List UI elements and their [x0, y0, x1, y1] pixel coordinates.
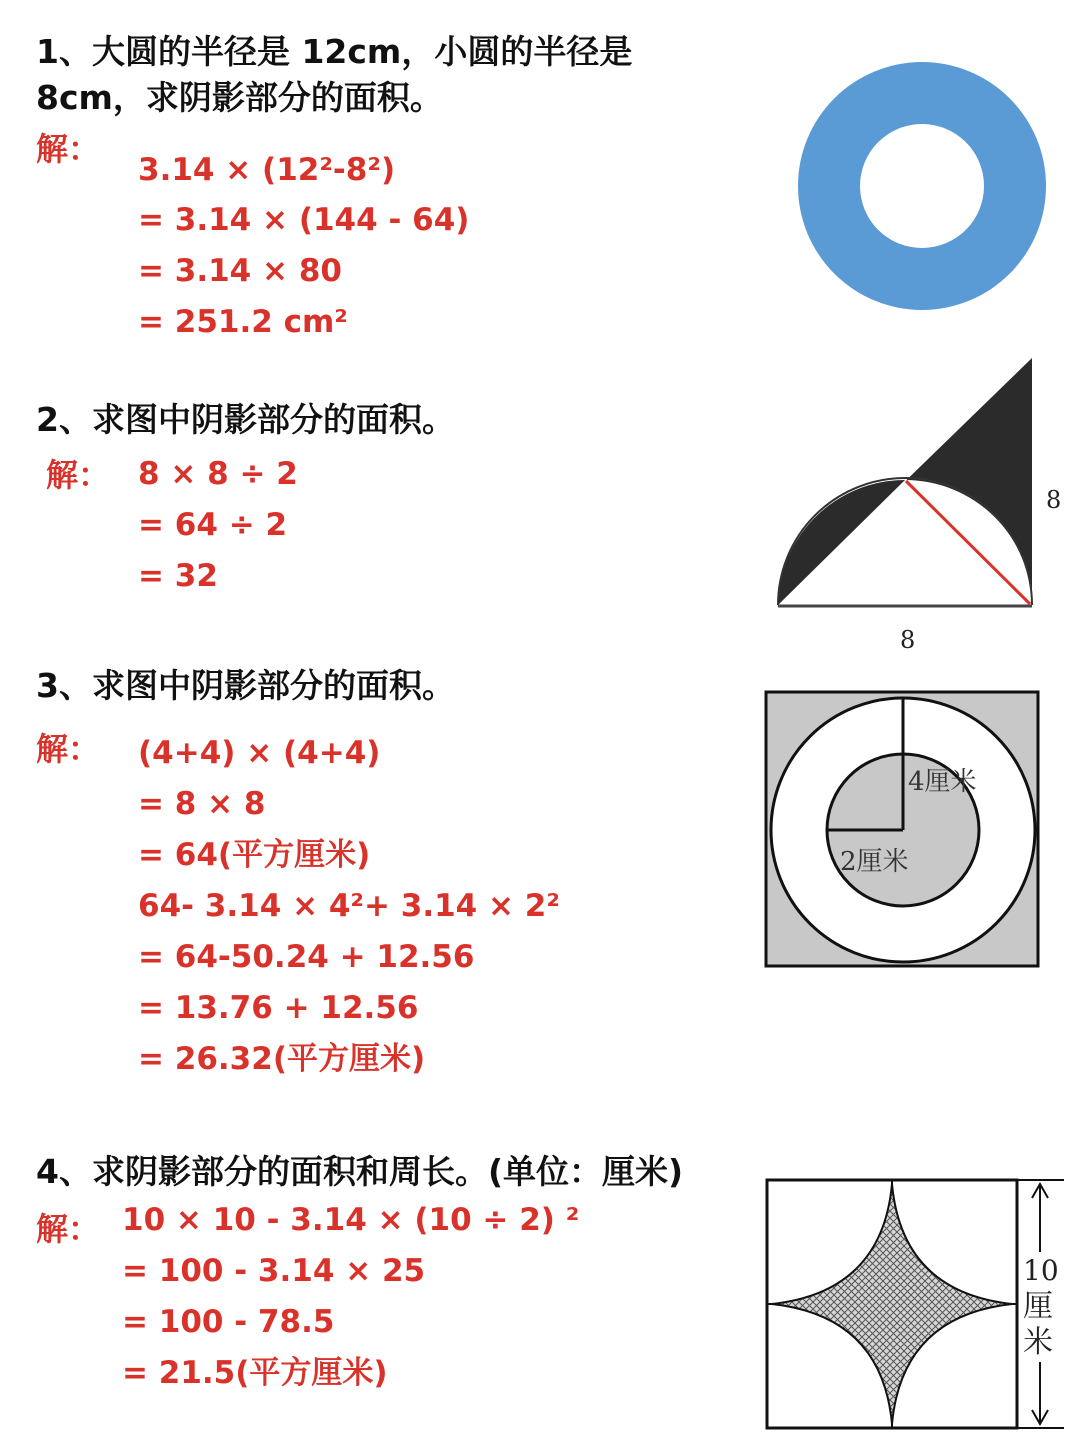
- annulus-figure: [790, 60, 1060, 320]
- solution-step: = 100 - 3.14 × 25: [122, 1253, 426, 1289]
- problem-2-solution-label: 解：: [46, 456, 111, 494]
- solution-step: 10 × 10 - 3.14 × (10 ÷ 2) ²: [122, 1202, 580, 1238]
- solution-step: = 251.2 cm²: [138, 304, 348, 340]
- square-rings-figure: [764, 690, 1044, 970]
- problem-4-solution-label: 解：: [36, 1210, 101, 1248]
- inner-circle: [860, 124, 984, 248]
- solution-step: = 64-50.24 + 12.56: [138, 939, 475, 975]
- solution-step: = 100 - 78.5: [122, 1304, 335, 1340]
- dim-label-unit-1: 厘: [1023, 1289, 1053, 1324]
- solution-step: 64- 3.14 × 4²+ 3.14 × 2²: [138, 888, 560, 924]
- solution-step: 8 × 8 ÷ 2: [138, 456, 298, 492]
- problem-2-title: 2、求图中阴影部分的面积。: [36, 400, 455, 439]
- problem-1-solution-label: 解：: [36, 130, 101, 168]
- solution-step: (4+4) × (4+4): [138, 735, 381, 771]
- label-outer-radius: 4厘米: [908, 767, 977, 797]
- solution-step: = 64(平方厘米): [138, 837, 371, 873]
- solution-step: = 13.76 + 12.56: [138, 990, 419, 1026]
- label-bottom-side: 8: [900, 626, 916, 654]
- problem-4-title: 4、求阴影部分的面积和周长。(单位：厘米): [36, 1152, 684, 1191]
- solution-step: = 3.14 × 80: [138, 253, 342, 289]
- solution-step: = 32: [138, 558, 218, 594]
- problem-1-title-line2: 8cm，求阴影部分的面积。: [36, 78, 443, 117]
- solution-step: = 8 × 8: [138, 786, 266, 822]
- solution-step: 3.14 × (12²-8²): [138, 152, 396, 188]
- solution-step: = 64 ÷ 2: [138, 507, 288, 543]
- solution-step: = 21.5(平方厘米): [122, 1355, 388, 1391]
- dim-label-unit-2: 米: [1023, 1325, 1053, 1360]
- triangle-semicircle-figure: [770, 350, 1070, 660]
- problem-1-title-line1: 1、大圆的半径是 12cm，小圆的半径是: [36, 32, 633, 71]
- dim-label-value: 10: [1023, 1254, 1059, 1287]
- solution-step: = 26.32(平方厘米): [138, 1041, 426, 1077]
- astroid-figure: [764, 1176, 1064, 1432]
- problem-3-title: 3、求图中阴影部分的面积。: [36, 666, 455, 705]
- label-right-side: 8: [1046, 486, 1062, 514]
- label-inner-radius: 2厘米: [840, 847, 909, 877]
- solution-step: = 3.14 × (144 - 64): [138, 202, 470, 238]
- problem-3-solution-label: 解：: [36, 730, 101, 768]
